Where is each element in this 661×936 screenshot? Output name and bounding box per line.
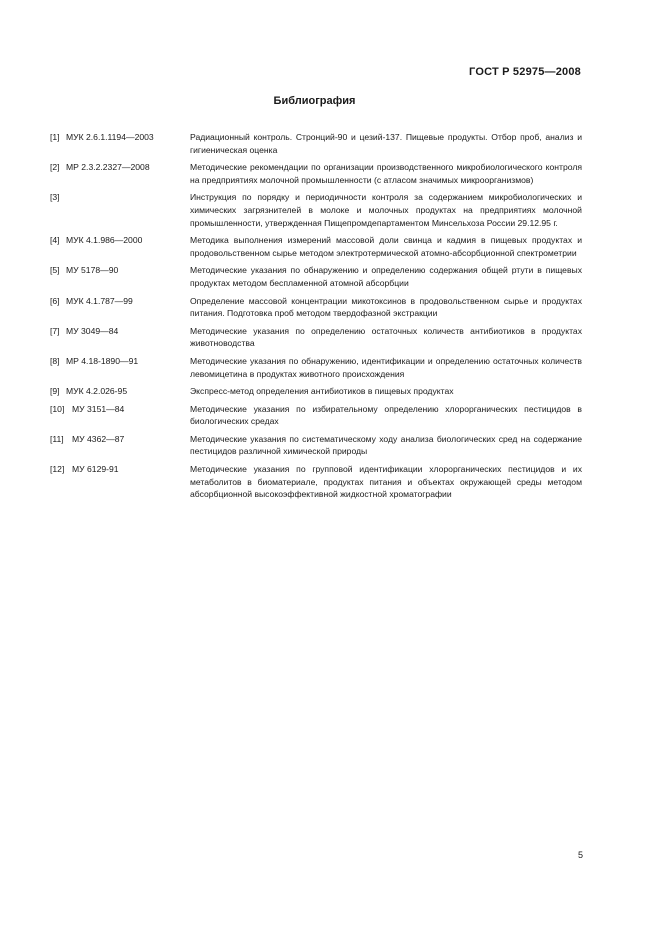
reference-code: МУ 4362—87 [72,433,125,444]
reference-code [64,191,190,229]
reference-description: Методические указания по определению остаточных количеств антибиотиков в продуктах животноводства [190,325,582,349]
reference-description: Методика выполнения измерений массовой доли свинца и кадмия в пищевых продуктах и продовольственном сырье методом электротермической атомно-абсорбционной спектрометрии [190,235,582,258]
reference-code: МУК 4.1.787—99 [66,295,133,306]
reference-number: [1] [50,132,60,142]
reference-number: [12] [50,464,65,475]
reference-item [50,403,582,428]
reference-code: МР 4.18-1890—91 [66,355,139,366]
reference-item [50,325,582,350]
reference-number: [11] [50,433,64,444]
reference-description: Методические указания по групповой идентификации хлорорганических пестицидов и их метаболитов в биоматериале, продуктах питания и объектах окружающей среды методом абсорбционной высокоэффективной жидкостной хроматографии [190,464,582,500]
reference-number: [7] [50,325,60,336]
bibliography-title-text: Библиография [273,95,356,107]
reference-item [50,191,582,229]
reference-description: Радиационный контроль. Стронций-90 и цезий-137. Пищевые продукты. Отбор проб, анализ и гигиеническая оценка [190,132,582,155]
reference-number: [9] [50,386,60,397]
reference-item [50,355,582,380]
reference-item [50,264,582,289]
reference-description: Методические указания по обнаружению и определению содержания общей ртути в пищевых продуктах методом беспламенной атомной абсорбции [190,265,582,288]
reference-item [50,463,582,501]
reference-item [50,234,582,259]
reference-description: Определение массовой концентрации микотоксинов в продовольственном сырье и продуктах питания. Подготовка проб методом твердофазной экстракции [190,295,582,319]
reference-description: Методические указания по систематическому ходу анализа биологических сред на содержание пестицидов различной химической природы [190,433,582,457]
reference-code: МУК 2.6.1.1194—2003 [66,132,154,142]
reference-item [50,131,582,156]
page-number: 5 [577,850,583,860]
reference-description: Экспресс-метод определения антибиотиков в пищевых продуктах [190,386,454,397]
reference-item [50,161,582,186]
reference-number: [10] [50,403,65,414]
reference-description: Методические указания по обнаружению, идентификации и определению остаточных количеств левомицетина в продуктах животного происхождения [190,355,582,379]
reference-description: Методические рекомендации по организации производственного микробиологического контроля на предприятиях молочной промышленности (с атласом значимых микроорганизмов) [190,162,582,185]
reference-code: МУ 3049—84 [66,325,119,336]
reference-item [50,385,582,398]
reference-item [50,433,582,458]
reference-code: МУ 3151—84 [72,403,125,414]
reference-code: МУ 6129-91 [72,464,119,475]
reference-number: [5] [50,265,60,276]
reference-item [50,295,582,320]
reference-list [50,131,582,506]
reference-description: Инструкция по порядку и периодичности контроля за содержанием микробиологических и химических загрязнителей в молоке и молочных продуктах на предприятиях молочной промышленности, утвержденная Пищепромдепартаментом Минсельхоза России 29.12.95 г. [190,192,582,228]
bibliography-title [0,95,661,107]
reference-code: МУК 4.2.026-95 [66,386,128,397]
reference-code: МУ 5178—90 [66,265,119,276]
reference-description: Методические указания по избирательному определению хлорорганических пестицидов в биологических средах [190,403,582,427]
reference-code: МР 2.3.2.2327—2008 [66,162,150,173]
reference-number: [6] [50,295,60,306]
reference-number: [8] [50,355,60,366]
reference-number: [2] [50,162,60,173]
reference-code: МУК 4.1.986—2000 [66,235,143,246]
standard-code: ГОСТ Р 52975—2008 [469,66,581,78]
reference-number: [3] [50,192,60,203]
reference-number: [4] [50,235,60,246]
